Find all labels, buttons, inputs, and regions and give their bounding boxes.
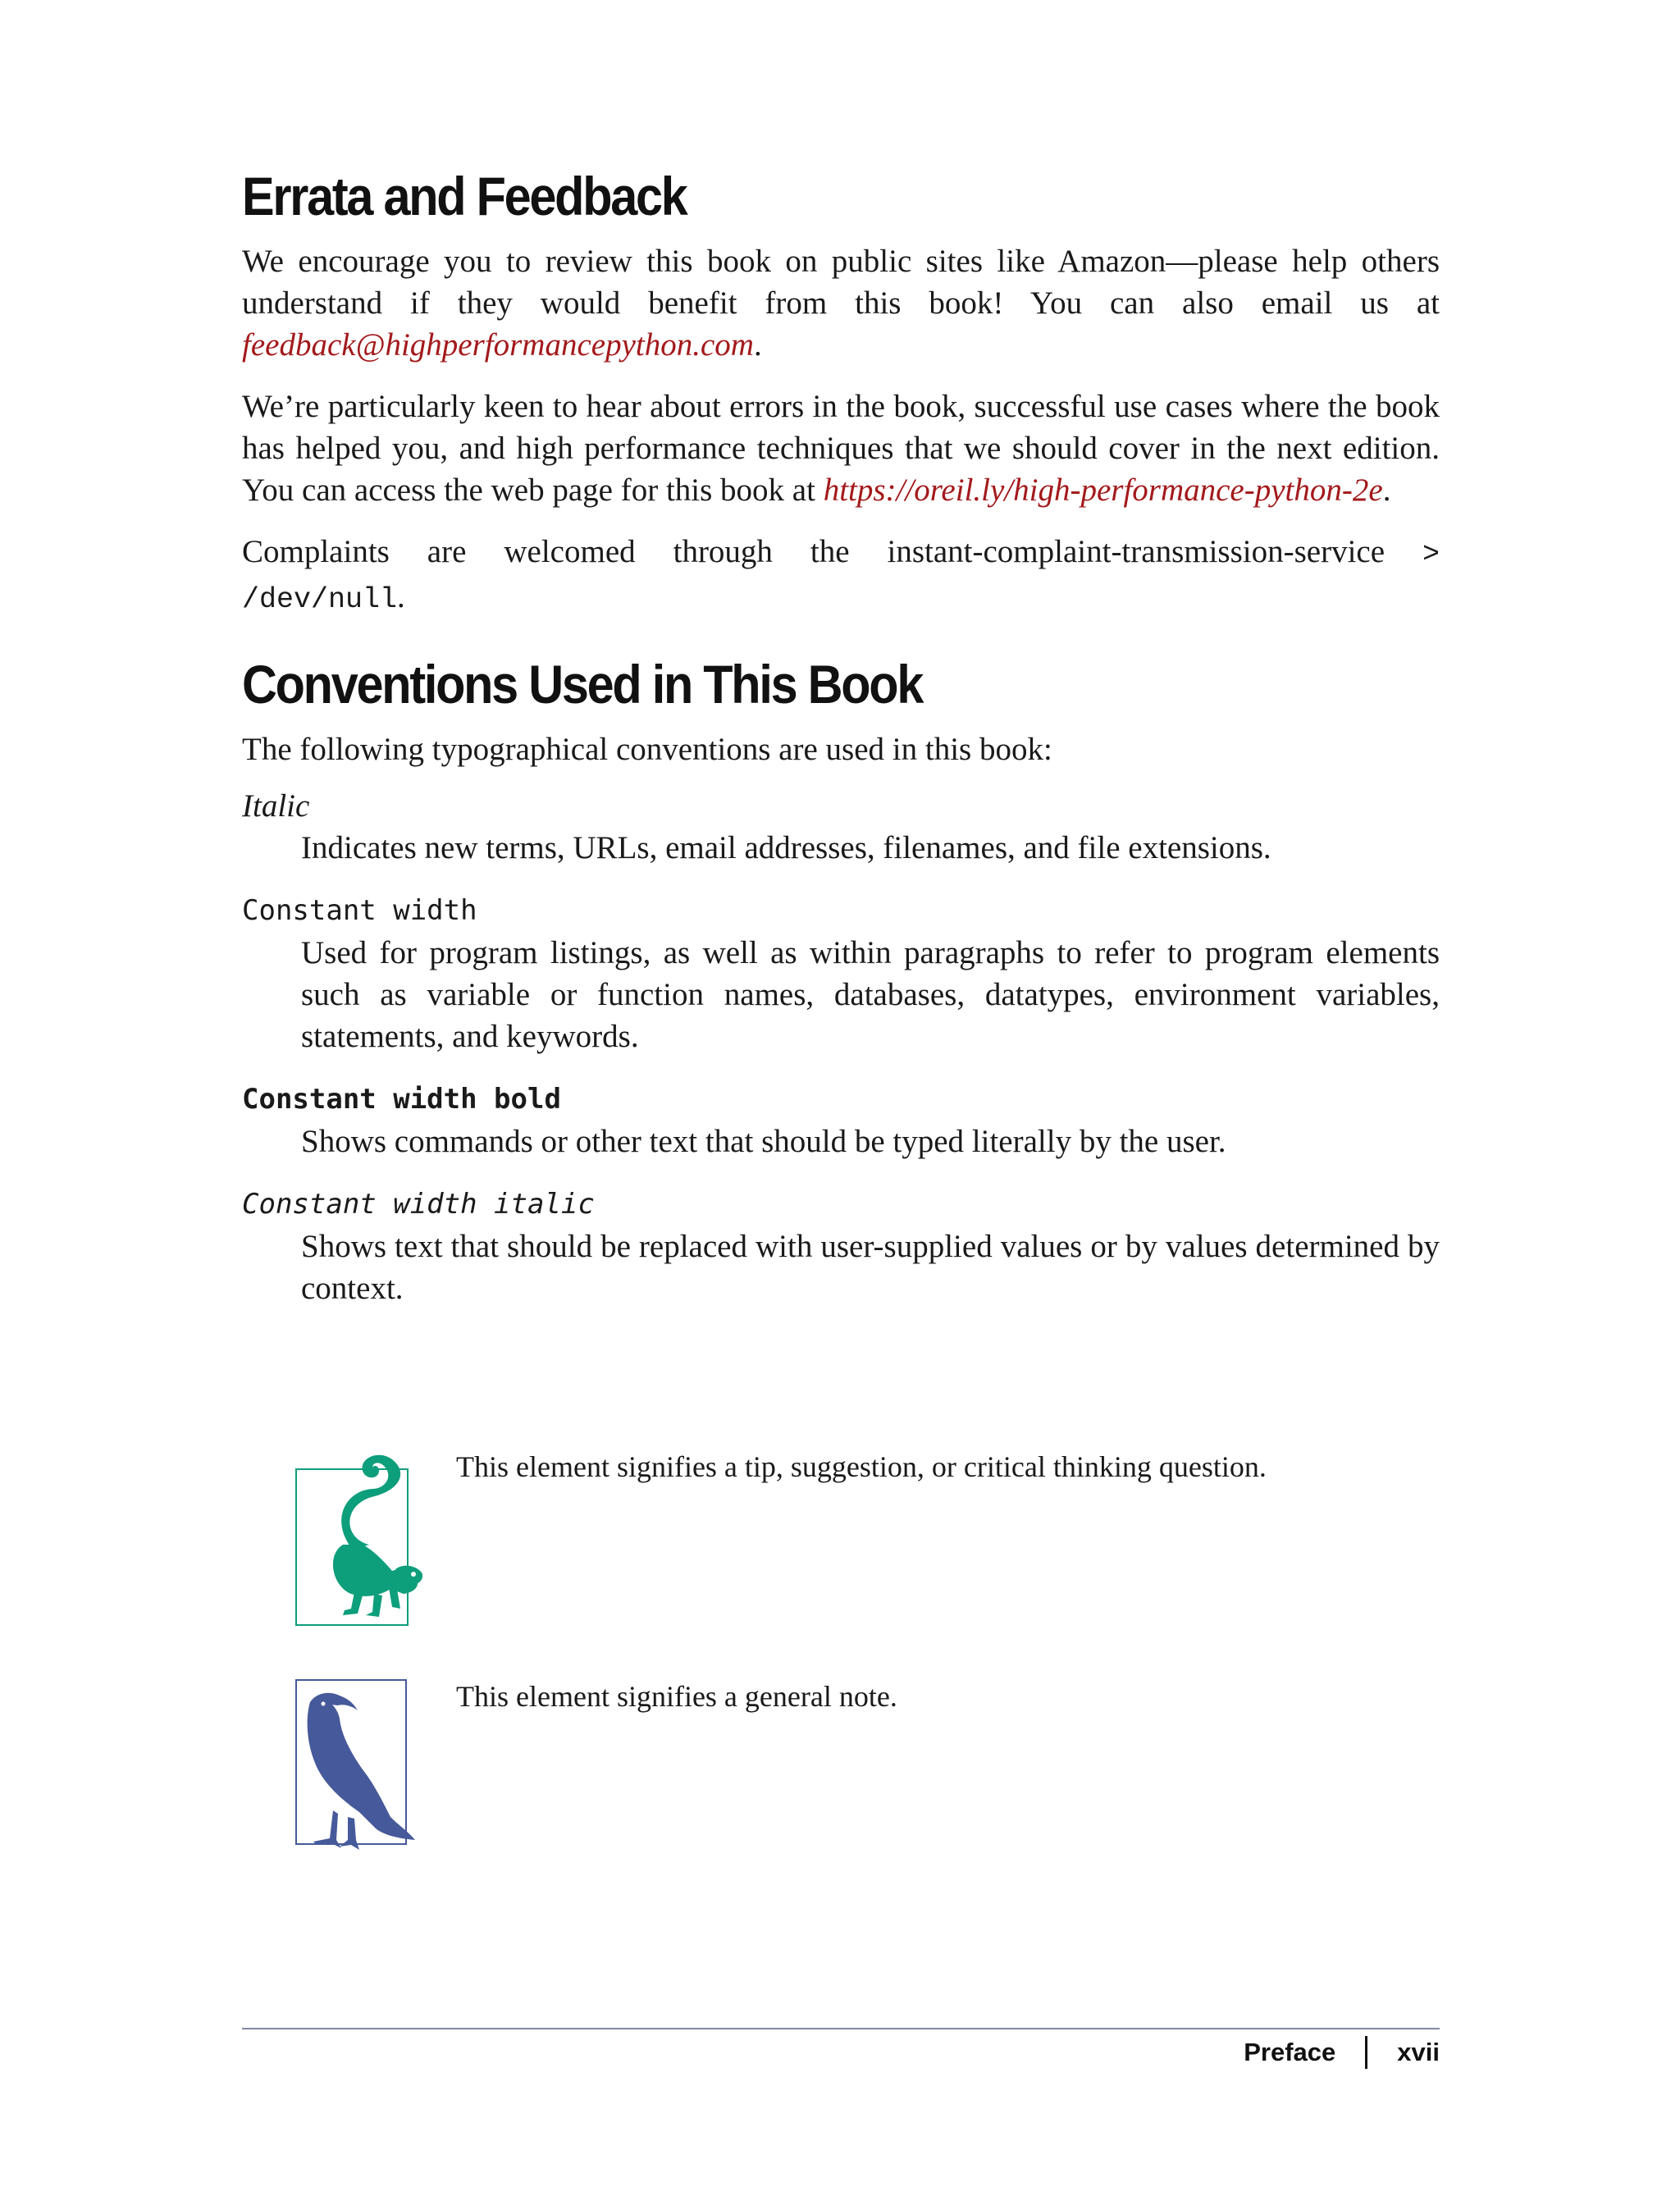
errata-paragraph-3 (242, 531, 1440, 621)
errata-p2-end: . (1382, 472, 1391, 509)
conventions-heading: Conventions Used in This Book (242, 654, 923, 715)
tip-callout-text: This element signifies a tip, suggestion, or critical thinking question. (456, 1450, 1267, 1483)
convention-term-constant-width-italic: Constant width italic (242, 1188, 595, 1221)
footer-separator (1365, 2036, 1367, 2069)
convention-desc-constant-width-bold: Shows commands or other text that should be typed literally by the user. (301, 1124, 1226, 1160)
footer-section-name: Preface (1244, 2038, 1336, 2066)
errata-heading: Errata and Feedback (242, 166, 687, 226)
errata-p1-text: We encourage you to review this book on public sites like Amazon—please help others understand if they would benefit from this book! You can also email us at (242, 244, 1440, 322)
footer-divider (242, 2028, 1440, 2029)
errata-paragraph-1 (242, 240, 1440, 366)
conventions-intro: The following typographical conventions are used in this book: (242, 732, 1052, 768)
crow-icon (294, 1678, 425, 1858)
errata-paragraph-2 (242, 386, 1440, 511)
note-callout (294, 1678, 1327, 1866)
conventions-list (242, 785, 1440, 1309)
errata-p1-end: . (753, 327, 762, 363)
errata-p3-text: Complaints are welcomed through the instant-complaint-transmission-service (242, 534, 1422, 570)
convention-term-italic: Italic (242, 788, 310, 824)
errata-p2-text: We’re particularly keen to hear about errors in the book, successful use cases where the book has helped you, and high performance techniques that we should cover in the next edition. You can access the web page for this book at (242, 389, 1440, 509)
convention-desc-italic: Indicates new terms, URLs, email addresses, filenames, and file extensions. (301, 830, 1271, 866)
convention-term-constant-width: Constant width (242, 894, 477, 928)
page-body (242, 164, 1440, 1309)
feedback-email-link[interactable]: feedback@highperformancepython.com (242, 327, 754, 363)
book-web-page-link[interactable]: https://oreil.ly/high-performance-python-2e (823, 472, 1383, 509)
errata-p3-end: . (397, 579, 405, 615)
note-callout-text: This element signifies a general note. (456, 1680, 897, 1713)
lemur-icon (294, 1448, 425, 1628)
convention-desc-constant-width: Used for program listings, as well as within paragraphs to refer to program elements such as variable or function names, databases, datatypes, environment variables, statements, and keywords. (301, 935, 1440, 1055)
dev-null-code: > /dev/null (242, 538, 1440, 617)
convention-term-constant-width-bold: Constant width bold (242, 1083, 561, 1116)
tip-callout (294, 1448, 1327, 1637)
convention-desc-constant-width-italic: Shows text that should be replaced with user-supplied values or by values determined by context. (301, 1229, 1440, 1307)
page-footer (1244, 2036, 1440, 2069)
footer-page-number: xvii (1397, 2038, 1440, 2066)
